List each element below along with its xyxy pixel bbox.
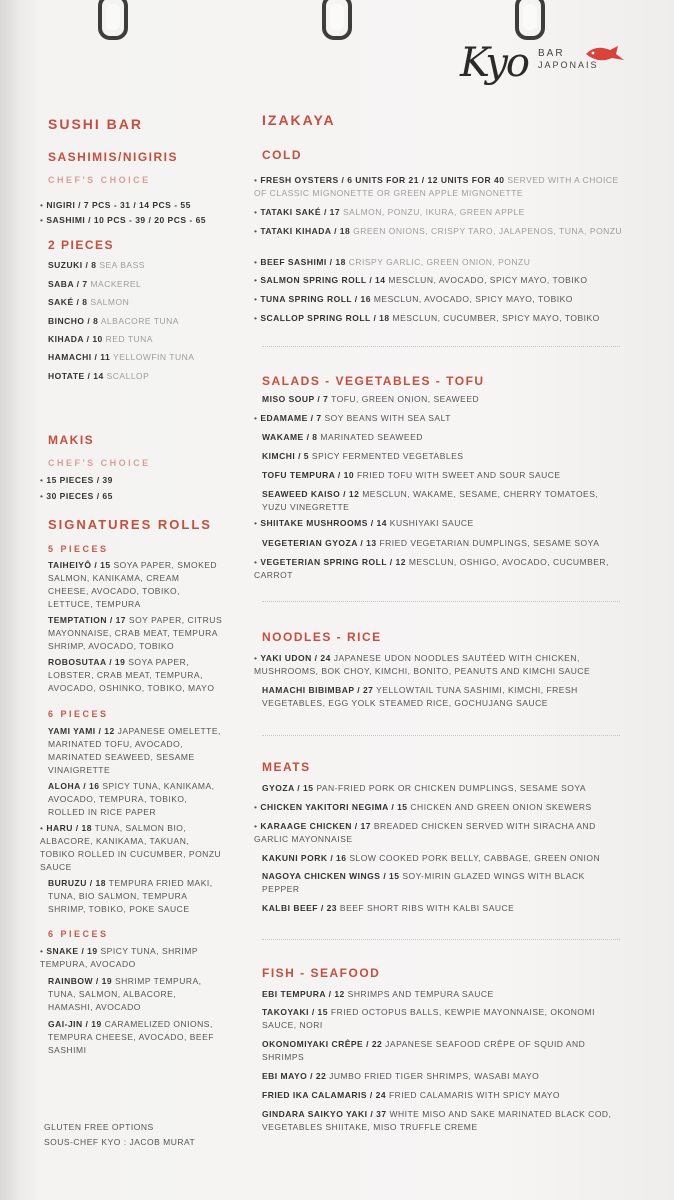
list-item: • YAKI UDON / 24 JAPANESE UDON NOODLES SAUTÉED WITH CHICKEN, MUSHROOMS, BOK CHOY, KIMCHI, BONITO, PEANUTS AND KIMCHI SAUCE <box>254 653 591 676</box>
list-item: WAKAME / 8 MARINATED SEAWEED <box>262 432 423 442</box>
two-pieces-title: 2 PIECES <box>48 238 115 252</box>
sashimis-title: SASHIMIS/NIGIRIS <box>48 150 179 164</box>
fish-icon <box>584 44 626 64</box>
list-item: • VEGETERIAN SPRING ROLL / 12 MESCLUN, OSHIGO, AVOCADO, CUCUMBER, CARROT <box>254 557 609 580</box>
list-item: • 15 PIECES / 39 <box>40 475 113 485</box>
list-item: VEGETERIAN GYOZA / 13 FRIED VEGETARIAN DUMPLINGS, SESAME SOYA <box>262 538 600 548</box>
list-item: • KARAAGE CHICKEN / 17 BREADED CHICKEN SERVED WITH SIRACHA AND GARLIC MAYONNAISE <box>254 821 596 844</box>
list-item: KAKUNI PORK / 16 SLOW COOKED PORK BELLY, CABBAGE, GREEN ONION <box>262 853 601 863</box>
list-item: • TATAKI KIHADA / 18 GREEN ONIONS, CRISPY TARO, JALAPENOS, TUNA, PONZU <box>254 226 623 236</box>
sushi-bar-title: SUSHI BAR <box>48 116 144 132</box>
list-item: EBI TEMPURA / 12 SHRIMPS AND TEMPURA SAUCE <box>262 989 494 999</box>
list-item: GINDARA SAIKYO YAKI / 37 WHITE MISO AND SAKE MARINATED BLACK COD, VEGETABLES SHIITAKE, MISO TRUFFLE CREME <box>262 1109 612 1132</box>
list-item: MISO SOUP / 7 TOFU, GREEN ONION, SEAWEED <box>262 394 480 404</box>
list-item: • SCALLOP SPRING ROLL / 18 MESCLUN, CUCUMBER, SPICY MAYO, TOBIKO <box>254 313 600 323</box>
list-item: HOTATE / 14 SCALLOP <box>48 371 150 381</box>
list-item: ALOHA / 16 SPICY TUNA, KANIKAMA, AVOCADO, TEMPURA, TOBIKO, ROLLED IN RICE PAPER <box>48 781 215 817</box>
list-item: SAKÉ / 8 SALMON <box>48 297 130 307</box>
binder-ring <box>322 0 352 40</box>
cold-title: COLD <box>262 148 302 162</box>
list-item: BURUZU / 18 TEMPURA FRIED MAKI, TUNA, BIO SALMON, TEMPURA SHRIMP, TOBIKO, POKE SAUCE <box>48 878 213 914</box>
logo-word: Kyo <box>460 40 529 86</box>
list-item: KIHADA / 10 RED TUNA <box>48 334 153 344</box>
gluten-free-note: GLUTEN FREE OPTIONS <box>44 1122 154 1132</box>
section-divider <box>262 735 620 736</box>
list-item: HAMACHI / 11 YELLOWFIN TUNA <box>48 352 195 362</box>
list-item: FRIED IKA CALAMARIS / 24 FRIED CALAMARIS WITH SPICY MAYO <box>262 1090 561 1100</box>
five-pieces-label: 5 PIECES <box>48 544 109 554</box>
fish-title: FISH - SEAFOOD <box>262 966 381 980</box>
izakaya-title: IZAKAYA <box>262 112 336 128</box>
list-item: • 30 PIECES / 65 <box>40 491 113 501</box>
sous-chef-credit: SOUS-CHEF KYO : JACOB MURAT <box>44 1137 196 1147</box>
sashimis-chefs-choice: CHEF'S CHOICE <box>48 175 151 185</box>
list-item: • HARU / 18 TUNA, SALMON BIO, ALBACORE, KANIKAMA, TAKUAN, TOBIKO ROLLED IN CUCUMBER, PONZU SAUCE <box>40 823 222 872</box>
list-item: KALBI BEEF / 23 BEEF SHORT RIBS WITH KALBI SAUCE <box>262 903 515 913</box>
list-item: YAMI YAMI / 12 JAPANESE OMELETTE, MARINATED TOFU, AVOCADO, MARINATED SEAWEED, SESAME VINAIGRETTE <box>48 726 221 775</box>
meats-title: MEATS <box>262 760 311 774</box>
signatures-title: SIGNATURES ROLLS <box>48 517 212 532</box>
list-item: NAGOYA CHICKEN WINGS / 15 SOY-MIRIN GLAZED WINGS WITH BLACK PEPPER <box>262 871 585 894</box>
list-item: TAIHEIYÔ / 15 SOYA PAPER, SMOKED SALMON, KANIKAMA, CREAM CHEESE, AVOCADO, TOBIKO, LETTUCE, TEMPURA <box>48 560 218 609</box>
binder-ring <box>98 0 128 40</box>
list-item: • EDAMAME / 7 SOY BEANS WITH SEA SALT <box>254 413 451 423</box>
list-item: KIMCHI / 5 SPICY FERMENTED VEGETABLES <box>262 451 464 461</box>
list-item: OKONOMIYAKI CRÊPE / 22 JAPANESE SEAFOOD CRÊPE OF SQUID AND SHRIMPS <box>262 1039 586 1062</box>
salads-title: SALADS - VEGETABLES - TOFU <box>262 374 485 388</box>
list-item: • SASHIMI / 10 PCS - 39 / 20 PCS - 65 <box>40 215 207 225</box>
kyo-logo <box>460 40 650 100</box>
list-item: EBI MAYO / 22 JUMBO FRIED TIGER SHRIMPS, WASABI MAYO <box>262 1071 540 1081</box>
list-item: • SALMON SPRING ROLL / 14 MESCLUN, AVOCADO, SPICY MAYO, TOBIKO <box>254 275 588 285</box>
list-item: HAMACHI BIBIMBAP / 27 YELLOWTAIL TUNA SASHIMI, KIMCHI, FRESH VEGETABLES, EGG YOLK STEAMED RICE, GOCHUJANG SAUCE <box>262 685 578 708</box>
logo-bar: BAR <box>538 48 565 59</box>
list-item: SUZUKI / 8 SEA BASS <box>48 260 145 270</box>
list-item: • SNAKE / 19 SPICY TUNA, SHRIMP TEMPURA, AVOCADO <box>40 946 198 969</box>
section-divider <box>262 939 620 940</box>
noodles-title: NOODLES - RICE <box>262 630 382 644</box>
makis-title: MAKIS <box>48 433 95 447</box>
six-pieces-label: 6 PIECES <box>48 929 109 939</box>
list-item: SEAWEED KAISO / 12 MESCLUN, WAKAME, SESAME, CHERRY TOMATOES, YUZU VINEGRETTE <box>262 489 599 512</box>
list-item: TAKOYAKI / 15 FRIED OCTOPUS BALLS, KEWPIE MAYONNAISE, OKONOMI SAUCE, NORI <box>262 1007 595 1030</box>
list-item: • FRESH OYSTERS / 6 UNITS FOR 21 / 12 UNITS FOR 40 SERVED WITH A CHOICE OF CLASSIC MIGNONETTE OR GREEN APPLE MIGNONETTE <box>254 175 619 198</box>
list-item: ROBOSUTAA / 19 SOYA PAPER, LOBSTER, CRAB MEAT, TEMPURA, AVOCADO, OSHINKO, TOBIKO, MAYO <box>48 657 215 693</box>
section-divider <box>262 346 620 347</box>
list-item: TEMPTATION / 17 SOY PAPER, CITRUS MAYONNAISE, CRAB MEAT, TEMPURA SHRIMP, AVOCADO, TOBIKO <box>48 615 223 651</box>
list-item: • TUNA SPRING ROLL / 16 MESCLUN, AVOCADO, SPICY MAYO, TOBIKO <box>254 294 573 304</box>
list-item: SABA / 7 MACKEREL <box>48 279 142 289</box>
logo-japonais: JAPONAIS <box>538 60 599 70</box>
list-item: GYOZA / 15 PAN-FRIED PORK OR CHICKEN DUMPLINGS, SESAME SOYA <box>262 783 587 793</box>
list-item: TOFU TEMPURA / 10 FRIED TOFU WITH SWEET AND SOUR SAUCE <box>262 470 561 480</box>
list-item: BINCHO / 8 ALBACORE TUNA <box>48 316 179 326</box>
makis-chefs-choice: CHEF'S CHOICE <box>48 458 151 468</box>
list-item: RAINBOW / 19 SHRIMP TEMPURA, TUNA, SALMON, ALBACORE, HAMASHI, AVOCADO <box>48 976 202 1012</box>
six-pieces-label: 6 PIECES <box>48 709 109 719</box>
section-divider <box>262 601 620 602</box>
list-item: • BEEF SASHIMI / 18 CRISPY GARLIC, GREEN ONION, PONZU <box>254 257 531 267</box>
list-item: • TATAKI SAKÉ / 17 SALMON, PONZU, IKURA, GREEN APPLE <box>254 207 525 217</box>
list-item: • CHICKEN YAKITORI NEGIMA / 15 CHICKEN AND GREEN ONION SKEWERS <box>254 802 592 812</box>
list-item: • SHIITAKE MUSHROOMS / 14 KUSHIYAKI SAUCE <box>254 518 474 528</box>
binder-ring <box>515 0 545 40</box>
list-item: • NIGIRI / 7 PCS - 31 / 14 PCS - 55 <box>40 200 191 210</box>
list-item: GAI-JIN / 19 CARAMELIZED ONIONS, TEMPURA CHEESE, AVOCADO, BEEF SASHIMI <box>48 1019 214 1055</box>
